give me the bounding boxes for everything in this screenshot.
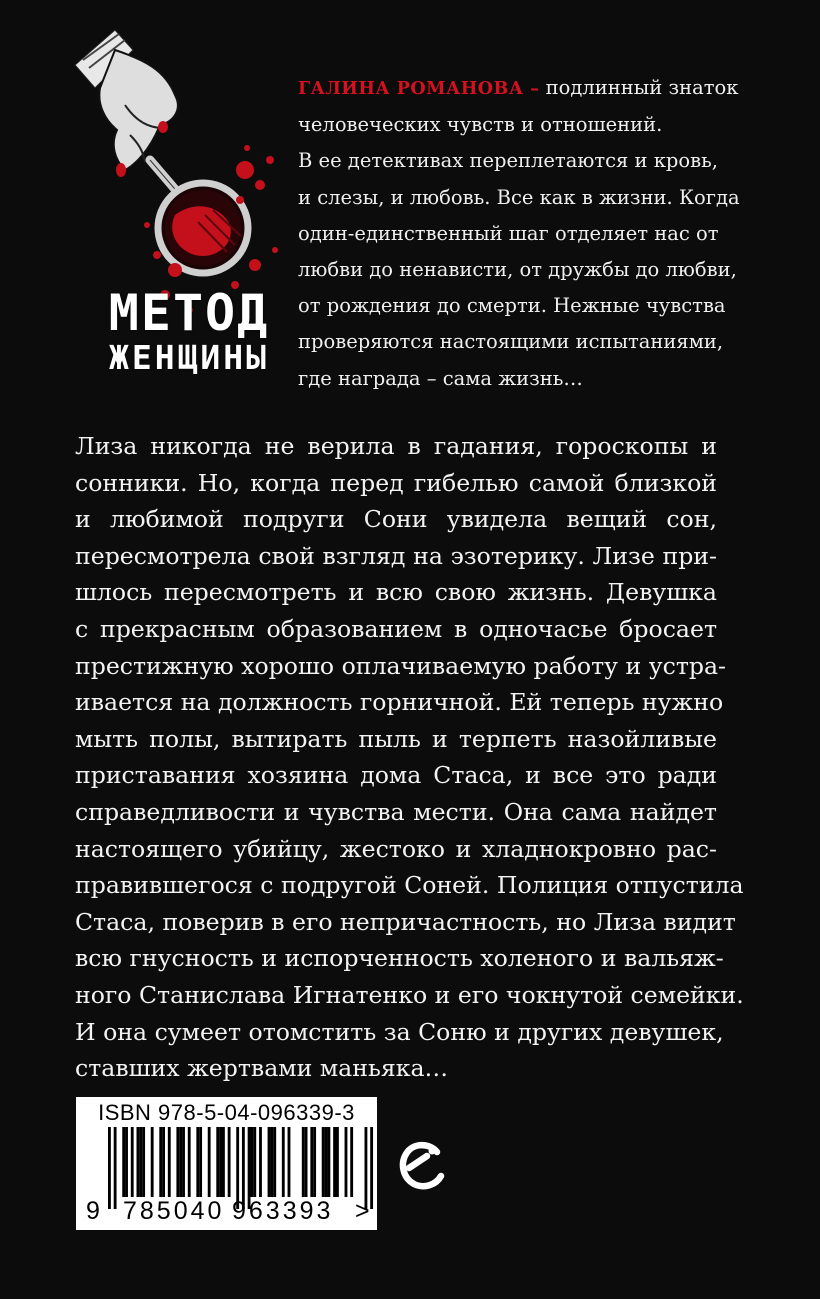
barcode-bar	[345, 1127, 348, 1197]
annotation-line: настоящего убийцу, жестоко и хладнокровно рас-	[75, 834, 717, 863]
series-title-line2: ЖЕНЩИНЫ	[108, 338, 270, 377]
annotation-line: шлось пересмотреть и всю свою жизнь. Девушка	[75, 578, 717, 607]
author-name: ГАЛИНА РОМАНОВА –	[298, 79, 540, 99]
barcode-bar	[228, 1127, 231, 1197]
annotation-line: всю гнусность и испорченность холеного и вальяж-	[75, 944, 724, 973]
barcode-bar	[251, 1127, 254, 1197]
barcode-bar	[282, 1127, 285, 1197]
barcode-bar	[162, 1127, 165, 1197]
barcode-bar	[288, 1127, 291, 1197]
barcode-bar	[268, 1127, 271, 1197]
barcode-bar	[302, 1127, 305, 1197]
eksmo-logo-icon	[397, 1138, 445, 1190]
barcode-bar	[122, 1127, 125, 1197]
series-title-line1: МЕТОД	[108, 284, 270, 342]
annotation-line: правившегося с подругой Соней. Полиция отпустила	[75, 871, 744, 900]
blurb-line: где награда – сама жизнь…	[298, 366, 583, 390]
barcode-bar	[336, 1127, 339, 1197]
barcode-bar	[222, 1127, 225, 1197]
annotation-line: мыть полы, вытирать пыль и терпеть назойливые	[75, 724, 717, 753]
barcode-bar	[142, 1127, 145, 1197]
barcode-bar	[270, 1127, 273, 1197]
series-title	[84, 286, 294, 376]
barcode-bar	[273, 1127, 276, 1197]
barcode-bar	[327, 1127, 330, 1197]
blurb-line: проверяются настоящими испытаниями,	[298, 330, 724, 354]
annotation-line: ставших жертвами маньяка…	[75, 1054, 449, 1083]
annotation-line: ного Станислава Игнатенко и его чокнутой семейки.	[75, 980, 744, 1009]
barcode-bar	[305, 1127, 308, 1197]
barcode-bar	[199, 1127, 202, 1197]
annotation-line: ивается на должность горничной. Ей теперь нужно	[75, 688, 724, 717]
annotation-line: с прекрасным образованием в одночасье бросает	[75, 614, 717, 643]
annotation-line: Стаса, поверив в его непричастность, но Лиза видит	[75, 907, 736, 936]
barcode-digits-right: 963393	[232, 1197, 334, 1225]
barcode-bar	[108, 1127, 111, 1209]
barcode-bar	[114, 1127, 117, 1209]
barcode-bar	[179, 1127, 182, 1197]
barcode-bar	[350, 1127, 353, 1197]
blurb-line: от рождения до смерти. Нежные чувства	[298, 294, 726, 318]
barcode-bar	[137, 1127, 140, 1197]
barcode-digits-left: 785040	[123, 1197, 225, 1225]
barcode-bar	[182, 1127, 185, 1197]
barcode-bar	[139, 1127, 142, 1197]
blurb-line: подлинный знаток	[539, 76, 739, 99]
author-blurb	[298, 70, 768, 397]
blurb-line: один-единственный шаг отделяет нас от	[298, 221, 719, 245]
annotation-line: Лиза никогда не верила в гадания, гороскопы и	[75, 432, 717, 460]
barcode-bar	[310, 1127, 313, 1197]
blurb-line: и слезы, и любовь. Все как в жизни. Когда	[298, 185, 740, 209]
barcode-bar	[216, 1127, 219, 1197]
barcode-bar	[322, 1127, 325, 1197]
annotation-line: сонники. Но, когда перед гибелью самой близкой	[75, 468, 717, 497]
barcode-bar	[208, 1127, 211, 1197]
blurb-line: человеческих чувств и отношений.	[298, 113, 663, 137]
barcode-bar	[259, 1127, 262, 1197]
barcode-bar	[131, 1127, 134, 1197]
annotation-line: и любимой подруги Сони увидела вещий сон,	[75, 505, 717, 534]
barcode-bar	[325, 1127, 328, 1197]
barcode-bar	[125, 1127, 128, 1197]
isbn-text: ISBN 978-5-04-096339-3	[98, 1100, 355, 1125]
annotation-line: пересмотрела свой взгляд на эзотерику. Лизе при-	[75, 541, 717, 570]
barcode-bar	[253, 1127, 256, 1197]
barcode-digit-lead: 9	[86, 1197, 100, 1225]
blurb-line: любви до ненависти, от дружбы до любви,	[298, 258, 737, 282]
barcode-bar	[219, 1127, 222, 1197]
barcode-bar	[168, 1127, 171, 1197]
barcode-bar	[313, 1127, 316, 1197]
barcode-bar	[176, 1127, 179, 1197]
barcode-bar	[159, 1127, 162, 1197]
annotation-line: И она сумеет отомстить за Соню и других девушек,	[75, 1017, 724, 1046]
barcode-bar	[188, 1127, 191, 1197]
barcode-bar	[333, 1127, 336, 1197]
blurb-line: В ее детективах переплетаются и кровь,	[298, 149, 718, 173]
annotation-line: приставания хозяина дома Стаса, и все это ради	[75, 761, 717, 790]
annotation-line: справедливости и чувства мести. Она сама найдет	[75, 797, 717, 826]
barcode-quiet-mark: >	[355, 1197, 370, 1225]
barcode-bar	[370, 1127, 373, 1209]
annotation-line: престижную хорошо оплачиваемую работу и устра-	[75, 651, 727, 680]
barcode-bar	[151, 1127, 154, 1197]
barcode-bar	[196, 1127, 199, 1197]
book-annotation	[75, 428, 744, 1087]
